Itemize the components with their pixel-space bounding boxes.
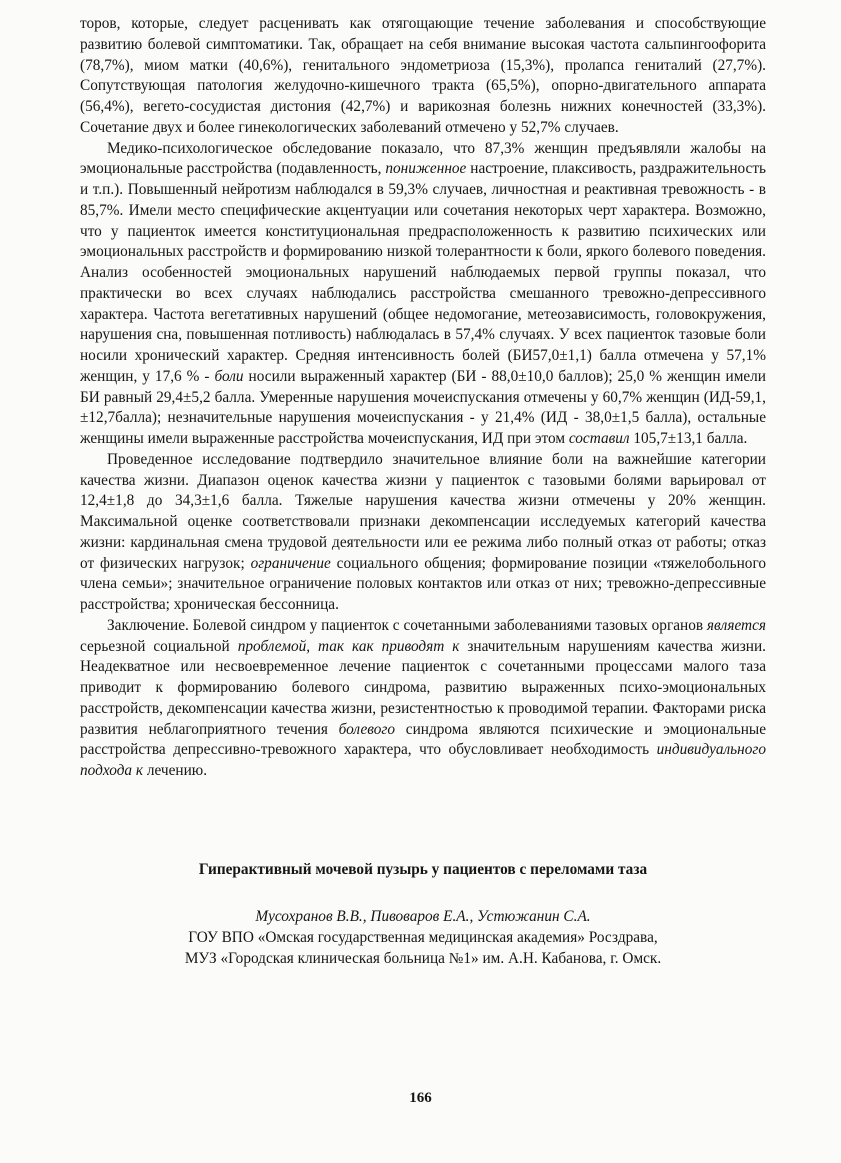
italic-run: является bbox=[706, 616, 766, 634]
paragraph-4 bbox=[80, 616, 766, 782]
article-title: Гиперактивный мочевой пузырь у пациентов с переломами таза bbox=[198, 860, 648, 878]
italic-run: пониженное bbox=[385, 160, 467, 178]
affiliation-line-1: ГОУ ВПО «Омская государственная медицинская академия» Росздрава, bbox=[188, 928, 658, 946]
italic-run: боли bbox=[214, 367, 244, 385]
text-run: Проведенное исследование подтвердило значительное влияние боли на важнейшие категории качества жизни. Диапазон оценок качества жизни у пациенток с тазовыми болями варьировал от 12,4±1,8 до 34,3±1,6 балла. Тяжелые нарушения качества жизни отмечены у 20% женщин. Максимальной оценке соответствовали признаки декомпенсации исследуемых категорий качества жизни: кардинальная смена трудовой деятельности или ее режима либо полный отказ от работы; отказ от физических нагрузок; bbox=[80, 450, 766, 572]
italic-run: проблемой, так как приводят к bbox=[237, 637, 460, 655]
text-run: серьезной социальной bbox=[80, 637, 238, 655]
italic-run: ограничение bbox=[250, 554, 331, 572]
text-run: социального общения; формирование позиции «тяжелобольного члена семьи»; значительное ограничение половых контактов или отказ от них; тревожно-депрессивные расстройства; хроническая бессонница. bbox=[80, 554, 767, 613]
italic-run: болевого bbox=[338, 720, 395, 738]
text-run: торов, которые, следует расценивать как отягощающие течение заболевания и способствующие развитию болевой симптоматики. Так, обращает на себя внимание высокая частота сальпингоофорита (78,7%), миом матки (40,6%), генитального эндометриоза (15,3%), пролапса гениталий (27,7%). Сопутствующая патология желудочно-кишечного тракта (65,5%), опорно-двигательного аппарата (56,4%), вегето-сосудистая дистония (42,7%) и варикозная болезнь нижних конечностей (33,3%). Сочетание двух и более гинекологических заболеваний отмечено у 52,7% случаев. bbox=[80, 15, 766, 136]
text-run: лечению. bbox=[143, 762, 208, 779]
affiliation-line-2: МУЗ «Городская клиническая больница №1» им. А.Н. Кабанова, г. Омск. bbox=[184, 949, 662, 967]
text-run: Медико-психологическое обследование показало, что 87,3% женщин предъявляли жалобы на эмоциональные расстройства (подавленность, bbox=[80, 139, 766, 178]
paragraph-1 bbox=[80, 14, 766, 139]
italic-run: индивидуального подхода к bbox=[80, 741, 766, 779]
body-text bbox=[80, 14, 766, 782]
article-authors: Мусохранов В.В., Пивоваров Е.А., Устюжанин С.А. bbox=[255, 907, 591, 925]
italic-run: составил bbox=[568, 430, 630, 447]
paragraph-2 bbox=[80, 139, 766, 450]
text-run: Заключение. Болевой синдром у пациенток с сочетанными заболеваниями тазовых органов bbox=[107, 616, 707, 634]
text-run: значительным нарушениям качества жизни. Неадекватное или несвоевременное лечение пациенток с сочетанными процессами малого таза приводит к формированию болевого синдрома, развитию выраженных психо-эмоциональных расстройств, декомпенсации качества жизни, резистентностью к проводимой терапии. Факторами риска развития неблагоприятного течения bbox=[80, 637, 766, 738]
text-run: синдрома являются психические и эмоциональные расстройства депрессивно-тревожного характера, что обусловливает необходимость bbox=[80, 720, 766, 759]
page-number: 166 bbox=[409, 1090, 432, 1106]
text-run: носили выраженный характер (БИ - 88,0±10,0 баллов); 25,0 % женщин имели БИ равный 29,4±5,2 балла. Умеренные нарушения мочеиспускания отмечены у 60,7% женщин (ИД-59,1,±12,7балла); незначительные нарушения мочеиспускания - у 21,4% (ИД - 38,0±1,5 балла), остальные женщины имели выраженные расстройства мочеиспускания, ИД при этом bbox=[80, 367, 766, 447]
text-run: настроение, плаксивость, раздражительность и т.п.). Повышенный нейротизм наблюдался в 59,3% случаев, личностная и реактивная тревожность - в 85,7%. Имели место специфические акцентуации или сочетания некоторых черт характера. Возможно, что у пациенток имеется конституциональная предрасположенность к развитию психических или эмоциональных расстройств и формированию низкой толерантности к боли, яркого болевого поведения. Анализ особенностей эмоциональных нарушений наблюдаемых первой группы показал, что практически во всех случаях наблюдались расстройства смешанного тревожно-депрессивного характера. Частота вегетативных нарушений (общее недомогание, метеозависимость, головокружения, нарушения сна, повышенная потливость) наблюдалась в 57,4% случаях. У всех пациенток тазовые боли носили хронический характер. Средняя интенсивность болей (БИ57,0±1,1) балла отмечена у 57,1% женщин, у 17,6 % - bbox=[80, 160, 766, 385]
paragraph-3 bbox=[80, 450, 766, 616]
text-run: 105,7±13,1 балла. bbox=[629, 430, 748, 447]
